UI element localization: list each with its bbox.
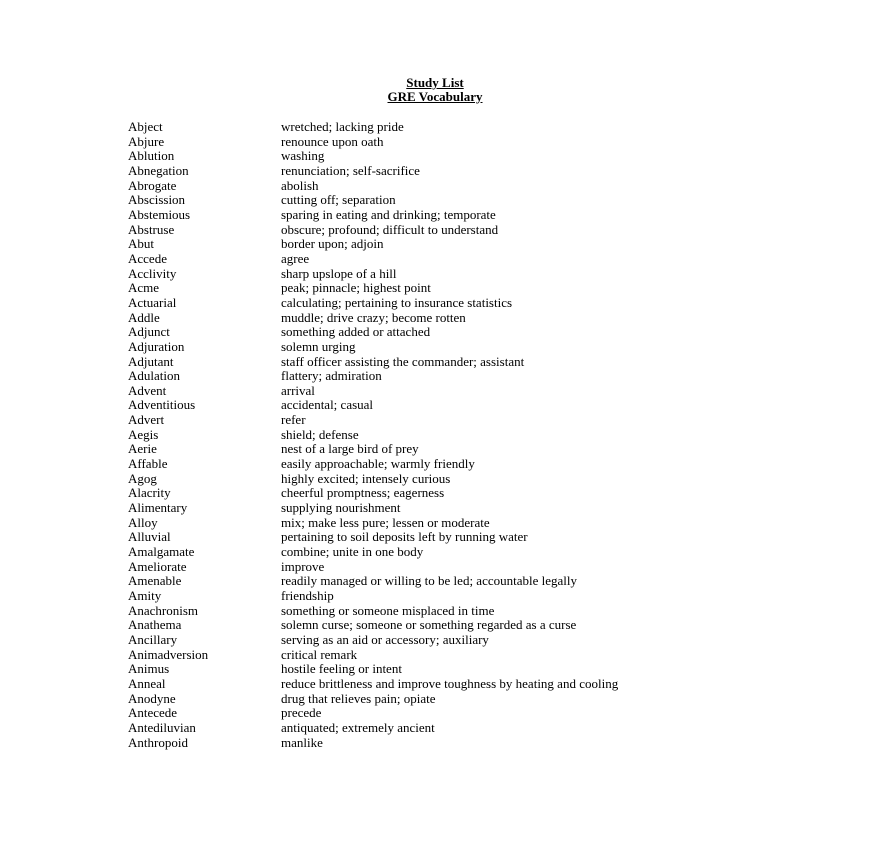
- vocabulary-entry: [128, 589, 618, 604]
- vocabulary-term: Abrogate: [128, 177, 177, 193]
- vocabulary-term: Amity: [128, 588, 162, 603]
- vocabulary-entry: [128, 428, 618, 443]
- vocabulary-term: Adjutant: [128, 353, 174, 369]
- vocabulary-definition: combine; unite in one body: [281, 544, 424, 560]
- vocabulary-definition: shield; defense: [281, 426, 359, 442]
- vocabulary-term: Antecede: [128, 705, 178, 721]
- vocabulary-definition: sparing in eating and drinking; temporate: [281, 206, 496, 222]
- vocabulary-term: Anneal: [128, 675, 166, 691]
- vocabulary-definition: washing: [281, 148, 325, 164]
- vocabulary-entry: [128, 501, 618, 516]
- vocabulary-definition: muddle; drive crazy; become rotten: [281, 309, 466, 325]
- vocabulary-definition: accidental; casual: [281, 397, 374, 413]
- vocabulary-entry: [128, 369, 618, 384]
- vocabulary-definition: easily approachable; warmly friendly: [281, 456, 475, 472]
- vocabulary-definition: renunciation; self-sacrifice: [281, 162, 420, 178]
- vocabulary-entry: [128, 311, 618, 326]
- vocabulary-term: Alacrity: [128, 485, 171, 501]
- vocabulary-term: Acme: [128, 280, 160, 296]
- vocabulary-term: Adulation: [128, 368, 180, 384]
- vocabulary-entry: [128, 135, 618, 150]
- vocabulary-entry: [128, 237, 618, 252]
- vocabulary-entry: [128, 413, 618, 428]
- vocabulary-term: Abnegation: [128, 162, 189, 178]
- vocabulary-definition: readily managed or willing to be led; accountable legally: [281, 573, 578, 589]
- vocabulary-entry: [128, 692, 618, 707]
- document-subtitle: GRE Vocabulary: [387, 89, 483, 104]
- vocabulary-term: Animadversion: [128, 646, 209, 662]
- vocabulary-term: Amalgamate: [128, 544, 195, 560]
- vocabulary-entry: [128, 574, 618, 589]
- vocabulary-term: Ameliorate: [128, 558, 187, 574]
- vocabulary-definition: solemn curse; someone or something regarded as a curse: [281, 617, 577, 633]
- vocabulary-definition: sharp upslope of a hill: [281, 265, 397, 281]
- vocabulary-definition: hostile feeling or intent: [281, 661, 402, 677]
- vocabulary-entry: [128, 721, 618, 736]
- vocabulary-term: Abscission: [128, 192, 186, 208]
- vocabulary-entry: [128, 618, 618, 633]
- vocabulary-entry: [128, 662, 618, 677]
- vocabulary-entry: [128, 325, 618, 340]
- vocabulary-term: Anthropoid: [128, 734, 188, 750]
- vocabulary-definition: refer: [281, 412, 306, 428]
- vocabulary-definition: staff officer assisting the commander; assistant: [281, 353, 525, 369]
- vocabulary-entry: [128, 296, 618, 311]
- vocabulary-entry: [128, 193, 618, 208]
- vocabulary-entry: [128, 633, 618, 648]
- vocabulary-entry: [128, 604, 618, 619]
- vocabulary-term: Abject: [128, 119, 163, 134]
- vocabulary-term: Animus: [128, 661, 170, 677]
- vocabulary-list: [128, 120, 618, 750]
- vocabulary-entry: [128, 281, 618, 296]
- vocabulary-entry: [128, 149, 618, 164]
- vocabulary-definition: friendship: [281, 588, 334, 603]
- vocabulary-definition: agree: [281, 250, 310, 266]
- vocabulary-term: Aerie: [128, 441, 157, 457]
- vocabulary-term: Actuarial: [128, 294, 177, 310]
- vocabulary-entry: [128, 442, 618, 457]
- vocabulary-definition: reduce brittleness and improve toughness by heating and cooling: [281, 675, 619, 691]
- vocabulary-definition: calculating; pertaining to insurance statistics: [281, 294, 513, 310]
- vocabulary-definition: wretched; lacking pride: [281, 119, 404, 134]
- vocabulary-entry: [128, 164, 618, 179]
- vocabulary-definition: supplying nourishment: [281, 500, 401, 516]
- vocabulary-definition: arrival: [281, 382, 315, 398]
- vocabulary-definition: improve: [281, 558, 325, 574]
- vocabulary-term: Alluvial: [128, 529, 171, 545]
- vocabulary-definition: something added or attached: [281, 324, 431, 340]
- vocabulary-definition: cutting off; separation: [281, 192, 396, 208]
- vocabulary-entry: [128, 677, 618, 692]
- vocabulary-term: Agog: [128, 470, 157, 486]
- vocabulary-entry: [128, 706, 618, 721]
- vocabulary-term: Adventitious: [128, 397, 196, 413]
- vocabulary-term: Anachronism: [128, 602, 199, 618]
- vocabulary-definition: renounce upon oath: [281, 133, 384, 149]
- vocabulary-entry: [128, 486, 618, 501]
- vocabulary-entry: [128, 223, 618, 238]
- vocabulary-definition: critical remark: [281, 646, 358, 662]
- vocabulary-term: Anathema: [128, 617, 182, 633]
- vocabulary-term: Advert: [128, 412, 165, 428]
- vocabulary-entry: [128, 516, 618, 531]
- vocabulary-term: Acclivity: [128, 265, 177, 281]
- vocabulary-definition: serving as an aid or accessory; auxiliary: [281, 631, 489, 647]
- vocabulary-term: Abstruse: [128, 221, 175, 237]
- vocabulary-definition: peak; pinnacle; highest point: [281, 280, 431, 296]
- vocabulary-definition: mix; make less pure; lessen or moderate: [281, 514, 490, 530]
- vocabulary-term: Ancillary: [128, 631, 178, 647]
- vocabulary-term: Ablution: [128, 148, 175, 164]
- document-title: Study List: [406, 75, 464, 90]
- vocabulary-entry: [128, 267, 618, 282]
- vocabulary-term: Alloy: [128, 514, 158, 530]
- vocabulary-term: Antediluvian: [128, 719, 196, 735]
- vocabulary-definition: drug that relieves pain; opiate: [281, 690, 436, 706]
- vocabulary-entry: [128, 384, 618, 399]
- vocabulary-term: Addle: [128, 309, 160, 325]
- vocabulary-definition: pertaining to soil deposits left by running water: [281, 529, 528, 545]
- vocabulary-term: Amenable: [128, 573, 182, 589]
- vocabulary-definition: precede: [281, 705, 322, 721]
- vocabulary-entry: [128, 545, 618, 560]
- vocabulary-entry: [128, 208, 618, 223]
- vocabulary-term: Accede: [128, 250, 167, 266]
- vocabulary-definition: solemn urging: [281, 338, 356, 354]
- vocabulary-entry: [128, 398, 618, 413]
- vocabulary-definition: something or someone misplaced in time: [281, 602, 495, 618]
- vocabulary-entry: [128, 120, 618, 135]
- vocabulary-entry: [128, 736, 618, 751]
- vocabulary-term: Abut: [128, 236, 154, 252]
- vocabulary-term: Advent: [128, 382, 167, 398]
- vocabulary-entry: [128, 472, 618, 487]
- vocabulary-definition: abolish: [281, 177, 319, 193]
- vocabulary-entry: [128, 252, 618, 267]
- vocabulary-term: Abstemious: [128, 206, 191, 222]
- vocabulary-term: Adjunct: [128, 324, 170, 340]
- vocabulary-definition: flattery; admiration: [281, 368, 382, 384]
- vocabulary-definition: nest of a large bird of prey: [281, 441, 419, 457]
- vocabulary-term: Abjure: [128, 133, 165, 149]
- vocabulary-definition: highly excited; intensely curious: [281, 470, 451, 486]
- vocabulary-definition: manlike: [281, 734, 323, 750]
- vocabulary-entry: [128, 179, 618, 194]
- vocabulary-entry: [128, 340, 618, 355]
- vocabulary-definition: antiquated; extremely ancient: [281, 719, 435, 735]
- vocabulary-entry: [128, 457, 618, 472]
- vocabulary-entry: [128, 648, 618, 663]
- vocabulary-entry: [128, 530, 618, 545]
- vocabulary-definition: obscure; profound; difficult to understand: [281, 221, 499, 237]
- vocabulary-term: Anodyne: [128, 690, 176, 706]
- vocabulary-definition: cheerful promptness; eagerness: [281, 485, 445, 501]
- document-header: [0, 76, 870, 104]
- vocabulary-entry: [128, 355, 618, 370]
- vocabulary-entry: [128, 560, 618, 575]
- vocabulary-term: Adjuration: [128, 338, 185, 354]
- vocabulary-definition: border upon; adjoin: [281, 236, 384, 252]
- vocabulary-term: Aegis: [128, 426, 159, 442]
- vocabulary-term: Alimentary: [128, 500, 188, 516]
- vocabulary-term: Affable: [128, 456, 168, 472]
